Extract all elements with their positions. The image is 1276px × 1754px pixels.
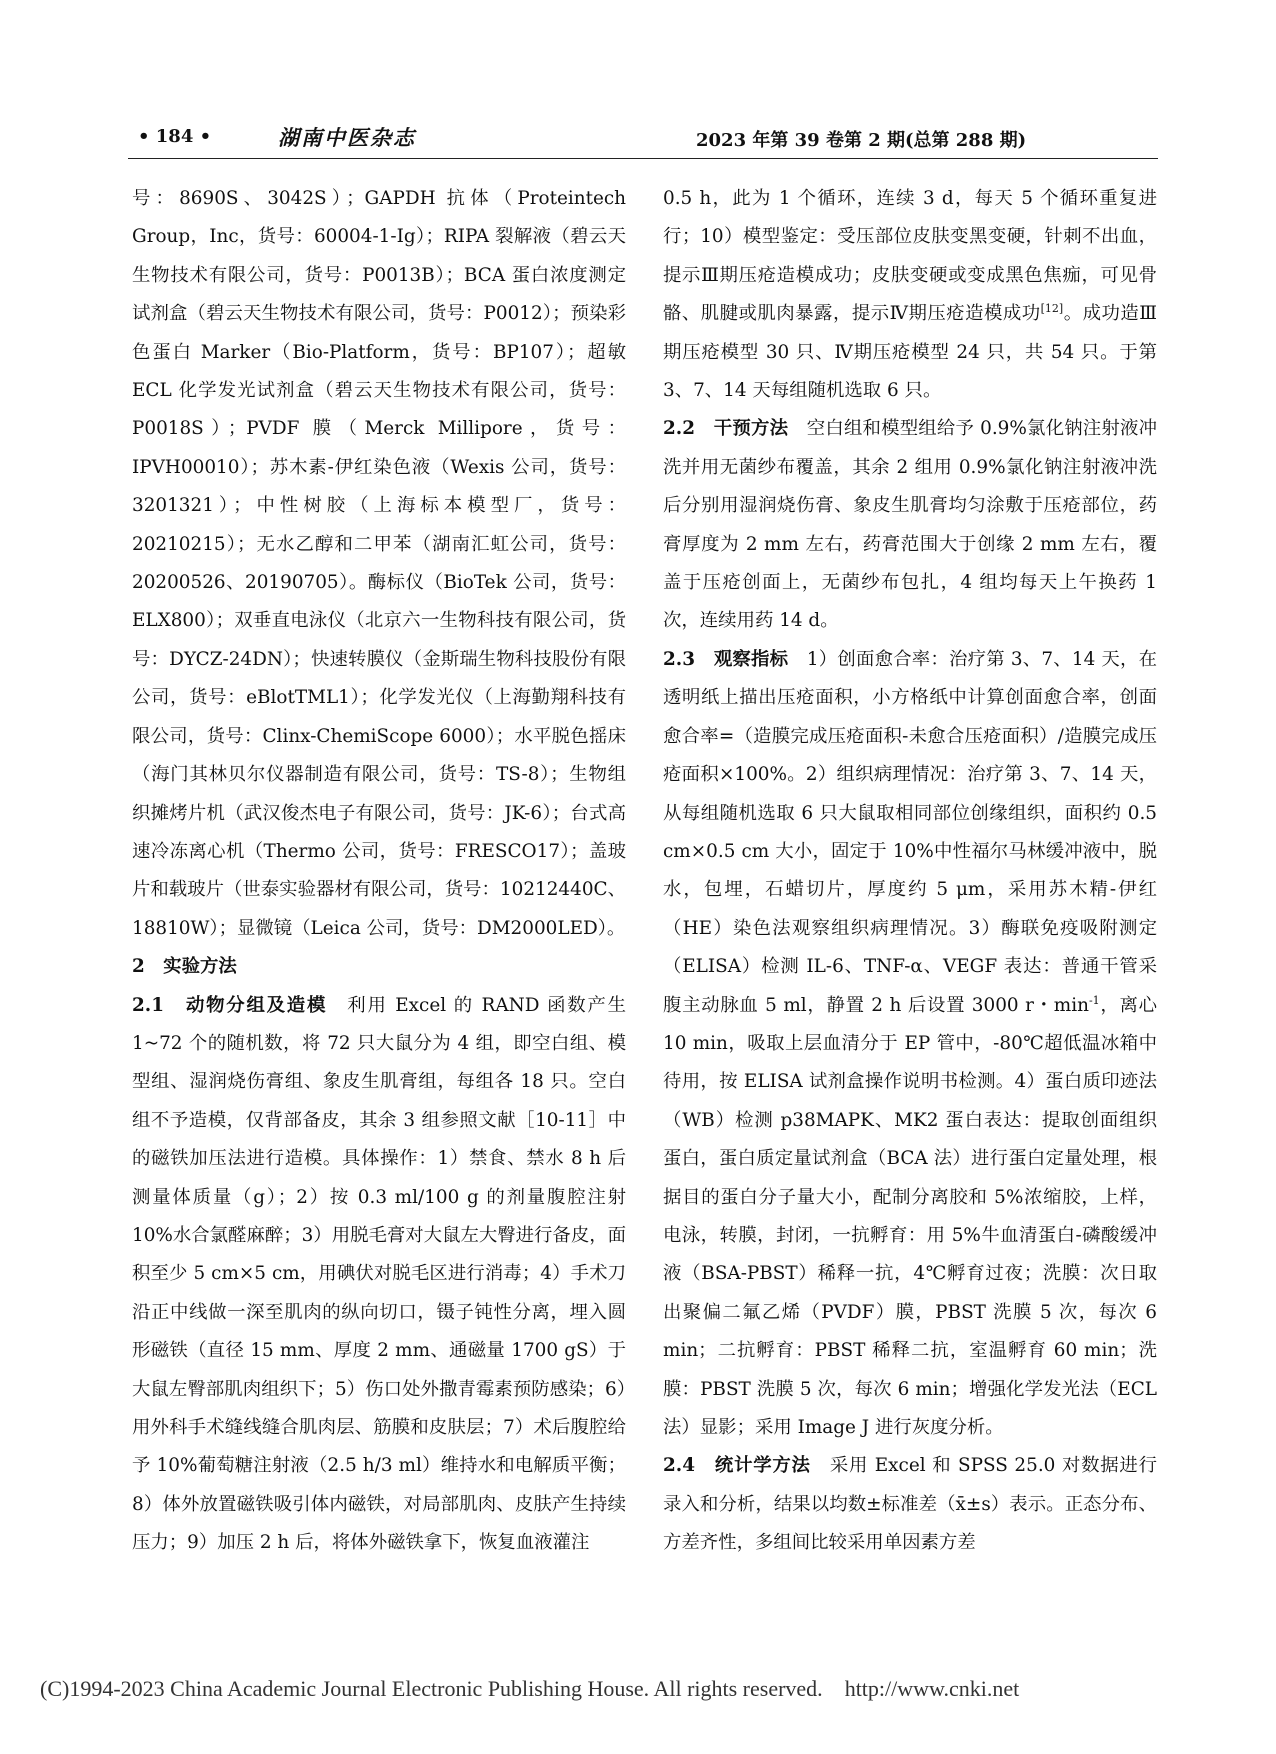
cnki-url: http://www.cnki.net bbox=[844, 1676, 1020, 1701]
section-2-4-body: 采用 Excel 和 SPSS 25.0 对数据进行录入和分析，结果以均数±标准差（x̄±s）表示。正态分布、方差齐性，多组间比较采用单因素方差 bbox=[663, 1455, 1157, 1554]
copyright-footer bbox=[40, 1676, 1240, 1702]
section-2-4 bbox=[663, 1447, 1157, 1562]
section-2-3 bbox=[663, 641, 1157, 1448]
materials-paragraph: 号：8690S、3042S）；GAPDH 抗体（Proteintech Group，Inc，货号：60004-1-Ig）；RIPA 裂解液（碧云天生物技术有限公司，货号：P0013B）；BCA 蛋白浓度测定试剂盒（碧云天生物技术有限公司，货号：P0012）；预染彩色蛋白 Marker（Bio-Platform，货号：BP107）；超敏 ECL 化学发光试剂盒（碧云天生物技术有限公司，货号：P0018S）；PVDF 膜（Merck Millipore，货号：IPVH00010）；苏木素-伊红染色液（Wexis 公司，货号：3201321）；中性树胶（上海标本模型厂，货号：20210215）；无水乙醇和二甲苯（湖南汇虹公司，货号：20200526、20190705）。酶标仪（BioTek 公司，货号：ELX800）；双垂直电泳仪（北京六一生物科技有限公司，货号：DYCZ-24DN）；快速转膜仪（金斯瑞生物科技股份有限公司，货号：eBlotTML1）；化学发光仪（上海勤翔科技有限公司，货号：Clinx-ChemiScope 6000）；水平脱色摇床（海门其林贝尔仪器制造有限公司，货号：TS-8）；生物组织摊烤片机（武汉俊杰电子有限公司，货号：JK-6）；台式高速冷冻离心机（Thermo 公司，货号：FRESCO17）；盖玻片和载玻片（世泰实验器材有限公司，货号：10212440C、18810W）；显微镜（Leica 公司，货号：DM2000LED）。 bbox=[132, 188, 626, 939]
section-2-1-body: 利用 Excel 的 RAND 函数产生 1~72 个的随机数，将 72 只大鼠分为 4 组，即空白组、模型组、湿润烧伤膏组、象皮生肌膏组，每组各 18 只。空白组不予造模，仅背部备皮，其余 3 组参照文献［10-11］中的磁铁加压法进行造模。具体操作：1）禁食、禁水 8 h 后测量体质量（g）；2）按 0.3 ml/100 g 的剂量腹腔注射 10%水合氯醛麻醉；3）用脱毛膏对大鼠左大臀进行备皮，面积至少 5 cm×5 cm，用碘伏对脱毛区进行消毒；4）手术刀沿正中线做一深至肌肉的纵向切口，镊子钝性分离，埋入圆形磁铁（直径 15 mm、厚度 2 mm、通磁量 1700 gS）于大鼠左臀部肌肉组织下；5）伤口处外撒青霉素预防感染；6）用外科手术缝线缝合肌肉层、筋膜和皮肤层；7）术后腹腔给予 10%葡萄糖注射液（2.5 h/3 ml）维持水和电解质平衡；8）体外放置磁铁吸引体内磁铁，对局部肌肉、皮肤产生持续压力；9）加压 2 h 后，将体外磁铁拿下，恢复血液灌注 bbox=[132, 994, 626, 1554]
section-2-1-number: 2.1 bbox=[132, 994, 164, 1016]
continued-text-b: 。成功造Ⅲ期压疮模型 30 只、Ⅳ期压疮模型 24 只，共 54 只。于第 3、7、14 天每组随机选取 6 只。 bbox=[663, 303, 1157, 402]
section-2-2-number: 2.2 bbox=[663, 418, 695, 440]
section-2-1-title: 动物分组及造模 bbox=[185, 994, 328, 1016]
superscript-minus-one: -1 bbox=[1088, 993, 1100, 1007]
issue-info: 2023 年第 39 卷第 2 期(总第 288 期) bbox=[696, 130, 1027, 151]
header-rule bbox=[128, 158, 1158, 159]
reference-12: [12] bbox=[1040, 302, 1064, 316]
section-2-3-body-b: ，离心 10 min，吸取上层血清分于 EP 管中，-80℃超低温冰箱中待用，按 ELISA 试剂盒操作说明书检测。4）蛋白质印迹法（WB）检测 p38MAPK、MK2 蛋白表达：提取创面组织蛋白，蛋白质定量试剂盒（BCA 法）进行蛋白定量处理，根据目的蛋白分子量大小，配制分离胶和 5%浓缩胶，上样，电泳，转膜，封闭，一抗孵育：用 5%牛血清蛋白-磷酸缓冲液（BSA-PBST）稀释一抗，4℃孵育过夜；洗膜：次日取出聚偏二氟乙烯（PVDF）膜，PBST 洗膜 5 次，每次 6 min；二抗孵育：PBST 稀释二抗，室温孵育 60 min；洗膜：PBST 洗膜 5 次，每次 6 min；增强化学发光法（ECL 法）显影；采用 Image J 进行灰度分析。 bbox=[663, 994, 1157, 1438]
continued-text-a: 0.5 h，此为 1 个循环，连续 3 d，每天 5 个循环重复进行；10）模型鉴定：受压部位皮肤变黑变硬，针刺不出血，提示Ⅲ期压疮造模成功；皮肤变硬或变成黑色焦痂，可见骨骼、肌腱或肌肉暴露，提示Ⅳ期压疮造模成功 bbox=[663, 188, 1157, 325]
left-column bbox=[132, 180, 626, 1554]
section-2-4-title: 统计学方法 bbox=[714, 1455, 811, 1477]
section-2-3-title: 观察指标 bbox=[713, 648, 789, 670]
right-column bbox=[663, 180, 1157, 1554]
section-2-3-number: 2.3 bbox=[663, 648, 695, 670]
section-2-1 bbox=[132, 987, 626, 1563]
section-2-2-title: 干预方法 bbox=[713, 418, 789, 440]
section-2-4-number: 2.4 bbox=[663, 1455, 695, 1477]
copyright-text: (C)1994-2023 China Academic Journal Electronic Publishing House. All rights reserved. bbox=[40, 1676, 823, 1701]
page-header bbox=[128, 118, 1158, 158]
page-number: • 184 • bbox=[138, 126, 212, 147]
section-2-2-body: 空白组和模型组给予 0.9%氯化钠注射液冲洗并用无菌纱布覆盖，其余 2 组用 0.9%氯化钠注射液冲洗后分别用湿润烧伤膏、象皮生肌膏均匀涂敷于压疮部位，药膏厚度为 2 mm 左右，药膏范围大于创缘 2 mm 左右，覆盖于压疮创面上，无菌纱布包扎，4 组均每天上午换药 1 次，连续用药 14 d。 bbox=[663, 418, 1157, 632]
journal-title: 湖南中医杂志 bbox=[278, 125, 416, 150]
section-heading-2: 2 实验方法 bbox=[132, 956, 237, 978]
section-2-3-body-a: 1）创面愈合率：治疗第 3、7、14 天，在透明纸上描出压疮面积，小方格纸中计算创面愈合率，创面愈合率=（造膜完成压疮面积-未愈合压疮面积）/造膜完成压疮面积×100%。2）组织病理情况：治疗第 3、7、14 天，从每组随机选取 6 只大鼠取相同部位创缘组织，面积约 0.5 cm×0.5 cm 大小，固定于 10%中性福尔马林缓冲液中，脱水，包埋，石蜡切片，厚度约 5 μm，采用苏木精-伊红（HE）染色法观察组织病理情况。3）酶联免疫吸附测定（ELISA）检测 IL-6、TNF-α、VEGF 表达：普通干管采腹主动脉血 5 ml，静置 2 h 后设置 3000 r・min bbox=[663, 648, 1157, 1016]
continued-paragraph bbox=[663, 180, 1157, 410]
section-2-2 bbox=[663, 410, 1157, 640]
